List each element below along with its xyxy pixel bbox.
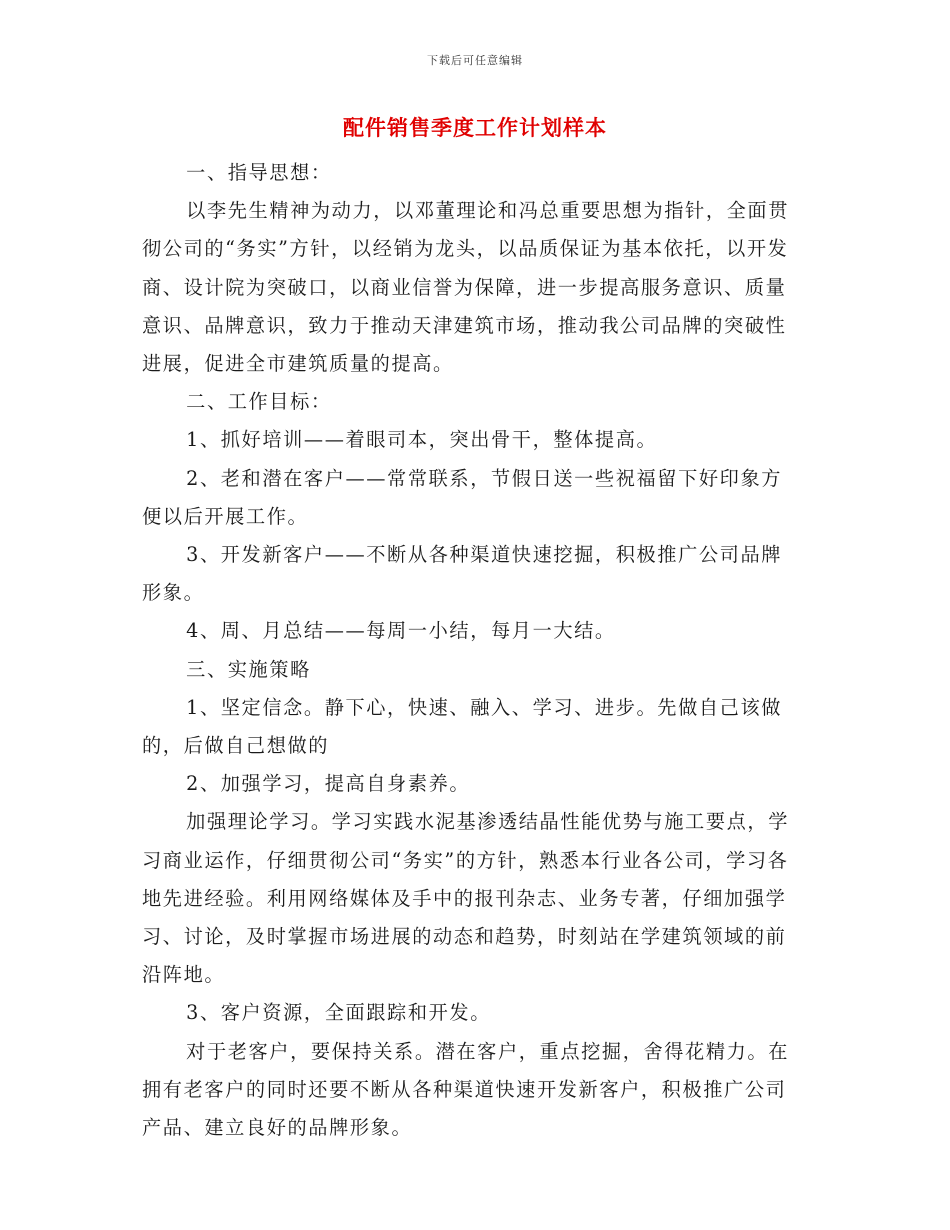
list-item: 1、坚定信念。静下心，快速、融入、学习、进步。先做自己该做的，后做自己想做的 — [142, 695, 783, 758]
page-header-note: 下载后可任意编辑 — [427, 54, 523, 67]
section-heading: 一、指导思想： — [186, 161, 332, 184]
list-item: 1、抓好培训——着眼司本，突出骨干，整体提高。 — [186, 428, 658, 452]
list-item: 2、加强学习，提高自身素养。 — [186, 772, 471, 796]
list-item: 3、开发新客户——不断从各种渠道快速挖掘，积极推广公司品牌形象。 — [142, 543, 783, 605]
list-item: 2、老和潜在客户——常常联系，节假日送一些祝福留下好印象方便以后开展工作。 — [142, 466, 783, 528]
body-paragraph: 加强理论学习。学习实践水泥基渗透结晶性能优势与施工要点，学习商业运作，仔细贯彻公司“务实”的方针，熟悉本行业各公司，学习各地先进经验。利用网络媒体及手中的报刊杂志、业务专著，仔细加强学习、讨论，及时掌握市场进展的动态和趋势，时刻站在学建筑领域的前沿阵地。 — [142, 810, 789, 987]
section-heading: 三、实施策略 — [186, 657, 311, 681]
document-title: 配件销售季度工作计划样本 — [343, 116, 607, 140]
section-heading: 二、工作目标： — [186, 390, 332, 414]
body-paragraph: 对于老客户，要保持关系。潜在客户，重点挖掘，舍得花精力。在拥有老客户的同时还要不断从各种渠道快速开发新客户，积极推广公司产品、建立良好的品牌形象。 — [142, 1039, 789, 1140]
document-body — [142, 154, 802, 1147]
list-item: 4、周、月总结——每周一小结，每月一大结。 — [186, 619, 616, 643]
body-paragraph: 以李先生精神为动力，以邓董理论和冯总重要思想为指针，全面贯彻公司的“务实”方针，以经销为龙头，以品质保证为基本依托，以开发商、设计院为突破口，以商业信誉为保障，进一步提高服务意识、质量意识、品牌意识，致力于推动天津建筑市场，推动我公司品牌的突破性进展，促进全市建筑质量的提高。 — [142, 199, 789, 376]
list-item: 3、客户资源，全面跟踪和开发。 — [186, 1001, 491, 1025]
